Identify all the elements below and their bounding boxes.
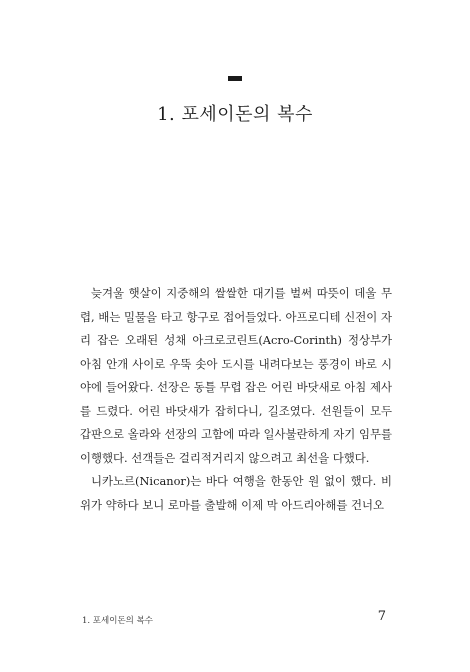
chapter-title: 1. 포세이돈의 복수	[157, 104, 313, 125]
page-number: 7	[377, 609, 386, 624]
body-text	[80, 282, 392, 517]
chapter-marker	[228, 76, 242, 81]
paragraph-1: 늦겨울 햇살이 지중해의 쌀쌀한 대기를 벌써 따뜻이 데울 무렵, 배는 밀물을 타고 항구로 접어들었다. 아프로디테 신전이 자리 잡은 오래된 성채 아크로코린트(Acro-Corinth) 정상부가 아침 안개 사이로 우뚝 솟아 도시를 내려다보는 풍경이 바로 시야에 들어왔다. 선장은 동틀 무렵 잡은 어린 바닷새로 아침 제사를 드렸다. 어린 바닷새가 잡히다니, 길조였다. 선원들이 모두 갑판으로 올라와 선장의 고함에 따라 일사불란하게 자기 임무를 이행했다. 선객들은 걸리적거리지 않으려고 최선을 다했다.	[80, 286, 392, 465]
paragraph-2: 니카노르(Nicanor)는 바다 여행을 한동안 원 없이 했다. 비위가 약하다 보니 로마를 출발해 이제 막 아드리아해를 건너오	[80, 474, 392, 512]
running-footer-title: 1. 포세이돈의 복수	[82, 616, 153, 626]
